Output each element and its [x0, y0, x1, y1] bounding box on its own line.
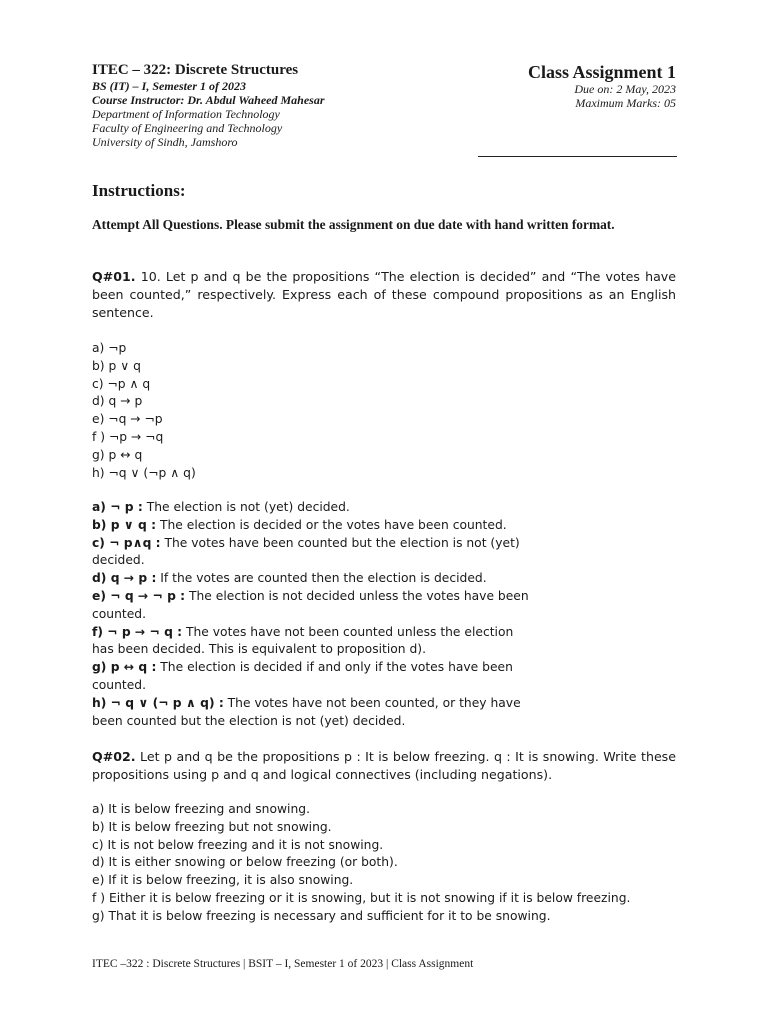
answer-item: h) ¬ q ∨ (¬ p ∧ q) : The votes have not been counted, or they have been counted but the election is not (yet) decided.: [92, 695, 521, 728]
list-item: f ) ¬p → ¬q: [92, 429, 164, 444]
list-item: d) It is either snowing or below freezing (or both).: [92, 855, 398, 870]
question-2-label: Q#02.: [92, 749, 136, 764]
question-1-items: [92, 340, 676, 482]
university-line: University of Sindh, Jamshoro: [92, 135, 238, 149]
question-2-body: Let p and q be the propositions p : It is below freezing. q : It is snowing. Write these propositions using p and q and logical connectives (including negations).: [92, 749, 676, 782]
header-divider: [478, 156, 677, 157]
list-item: b) p ∨ q: [92, 358, 141, 373]
list-item: h) ¬q ∨ (¬p ∧ q): [92, 465, 196, 480]
list-item: a) It is below freezing and snowing.: [92, 802, 310, 816]
list-item: f ) Either it is below freezing or it is snowing, but it is not snowing if it is below freezing.: [92, 890, 631, 905]
due-date: Due on: 2 May, 2023: [574, 82, 676, 96]
question-2: [92, 748, 676, 784]
course-title: ITEC – 322: Discrete Structures: [92, 62, 299, 78]
list-item: e) ¬q → ¬p: [92, 412, 163, 427]
assignment-title: Class Assignment 1: [527, 62, 676, 82]
question-1-body: 10. Let p and q be the propositions “The election is decided” and “The votes have been counted,” respectively. Express each of these compound propositions as an English sentence.: [92, 269, 676, 320]
list-item: b) It is below freezing but not snowing.: [92, 819, 332, 834]
list-item: c) It is not below freezing and it is not snowing.: [92, 837, 384, 852]
instructions-text: Attempt All Questions. Please submit the assignment on due date with hand written format.: [92, 217, 615, 232]
answer-item: d) q → p : If the votes are counted then the election is decided.: [92, 571, 487, 586]
answer-item: a) ¬ p : The election is not (yet) decided.: [92, 500, 350, 514]
list-item: g) That it is below freezing is necessary and sufficient for it to be snowing.: [92, 908, 551, 923]
instructor-line: Course Instructor: Dr. Abdul Waheed Mahesar: [92, 93, 325, 107]
list-item: c) ¬p ∧ q: [92, 376, 151, 391]
question-2-items: [92, 801, 676, 926]
department-line: Department of Information Technology: [92, 107, 280, 121]
question-2-text: [92, 748, 676, 784]
list-item: g) p ↔ q: [92, 447, 143, 462]
assignment-header: [436, 62, 676, 110]
answer-item: f) ¬ p → ¬ q : The votes have not been counted unless the election has been decided. This is equivalent to proposition d).: [92, 624, 514, 657]
question-1-answers: [92, 499, 532, 730]
answer-item: b) p ∨ q : The election is decided or the votes have been counted.: [92, 517, 507, 532]
program-line: BS (IT) – I, Semester 1 of 2023: [92, 79, 246, 93]
faculty-line: Faculty of Engineering and Technology: [92, 121, 283, 135]
instructions-block: [92, 216, 676, 234]
page-footer: ITEC –322 : Discrete Structures | BSIT – I, Semester 1 of 2023 | Class Assignment: [92, 958, 474, 970]
question-1-label: Q#01.: [92, 269, 136, 284]
instructions-heading: Instructions:: [92, 181, 186, 200]
answer-item: c) ¬ p∧q : The votes have been counted but the election is not (yet) decided.: [92, 535, 520, 568]
answer-item: g) p ↔ q : The election is decided if and only if the votes have been counted.: [92, 660, 513, 692]
list-item: a) ¬p: [92, 341, 127, 355]
question-1-text: [92, 268, 676, 321]
course-header: [92, 62, 472, 149]
maximum-marks: Maximum Marks: 05: [575, 96, 676, 110]
question-1: [92, 268, 676, 321]
answer-item: e) ¬ q → ¬ p : The election is not decided unless the votes have been counted.: [92, 588, 529, 621]
list-item: d) q → p: [92, 394, 143, 409]
list-item: e) If it is below freezing, it is also snowing.: [92, 873, 354, 888]
